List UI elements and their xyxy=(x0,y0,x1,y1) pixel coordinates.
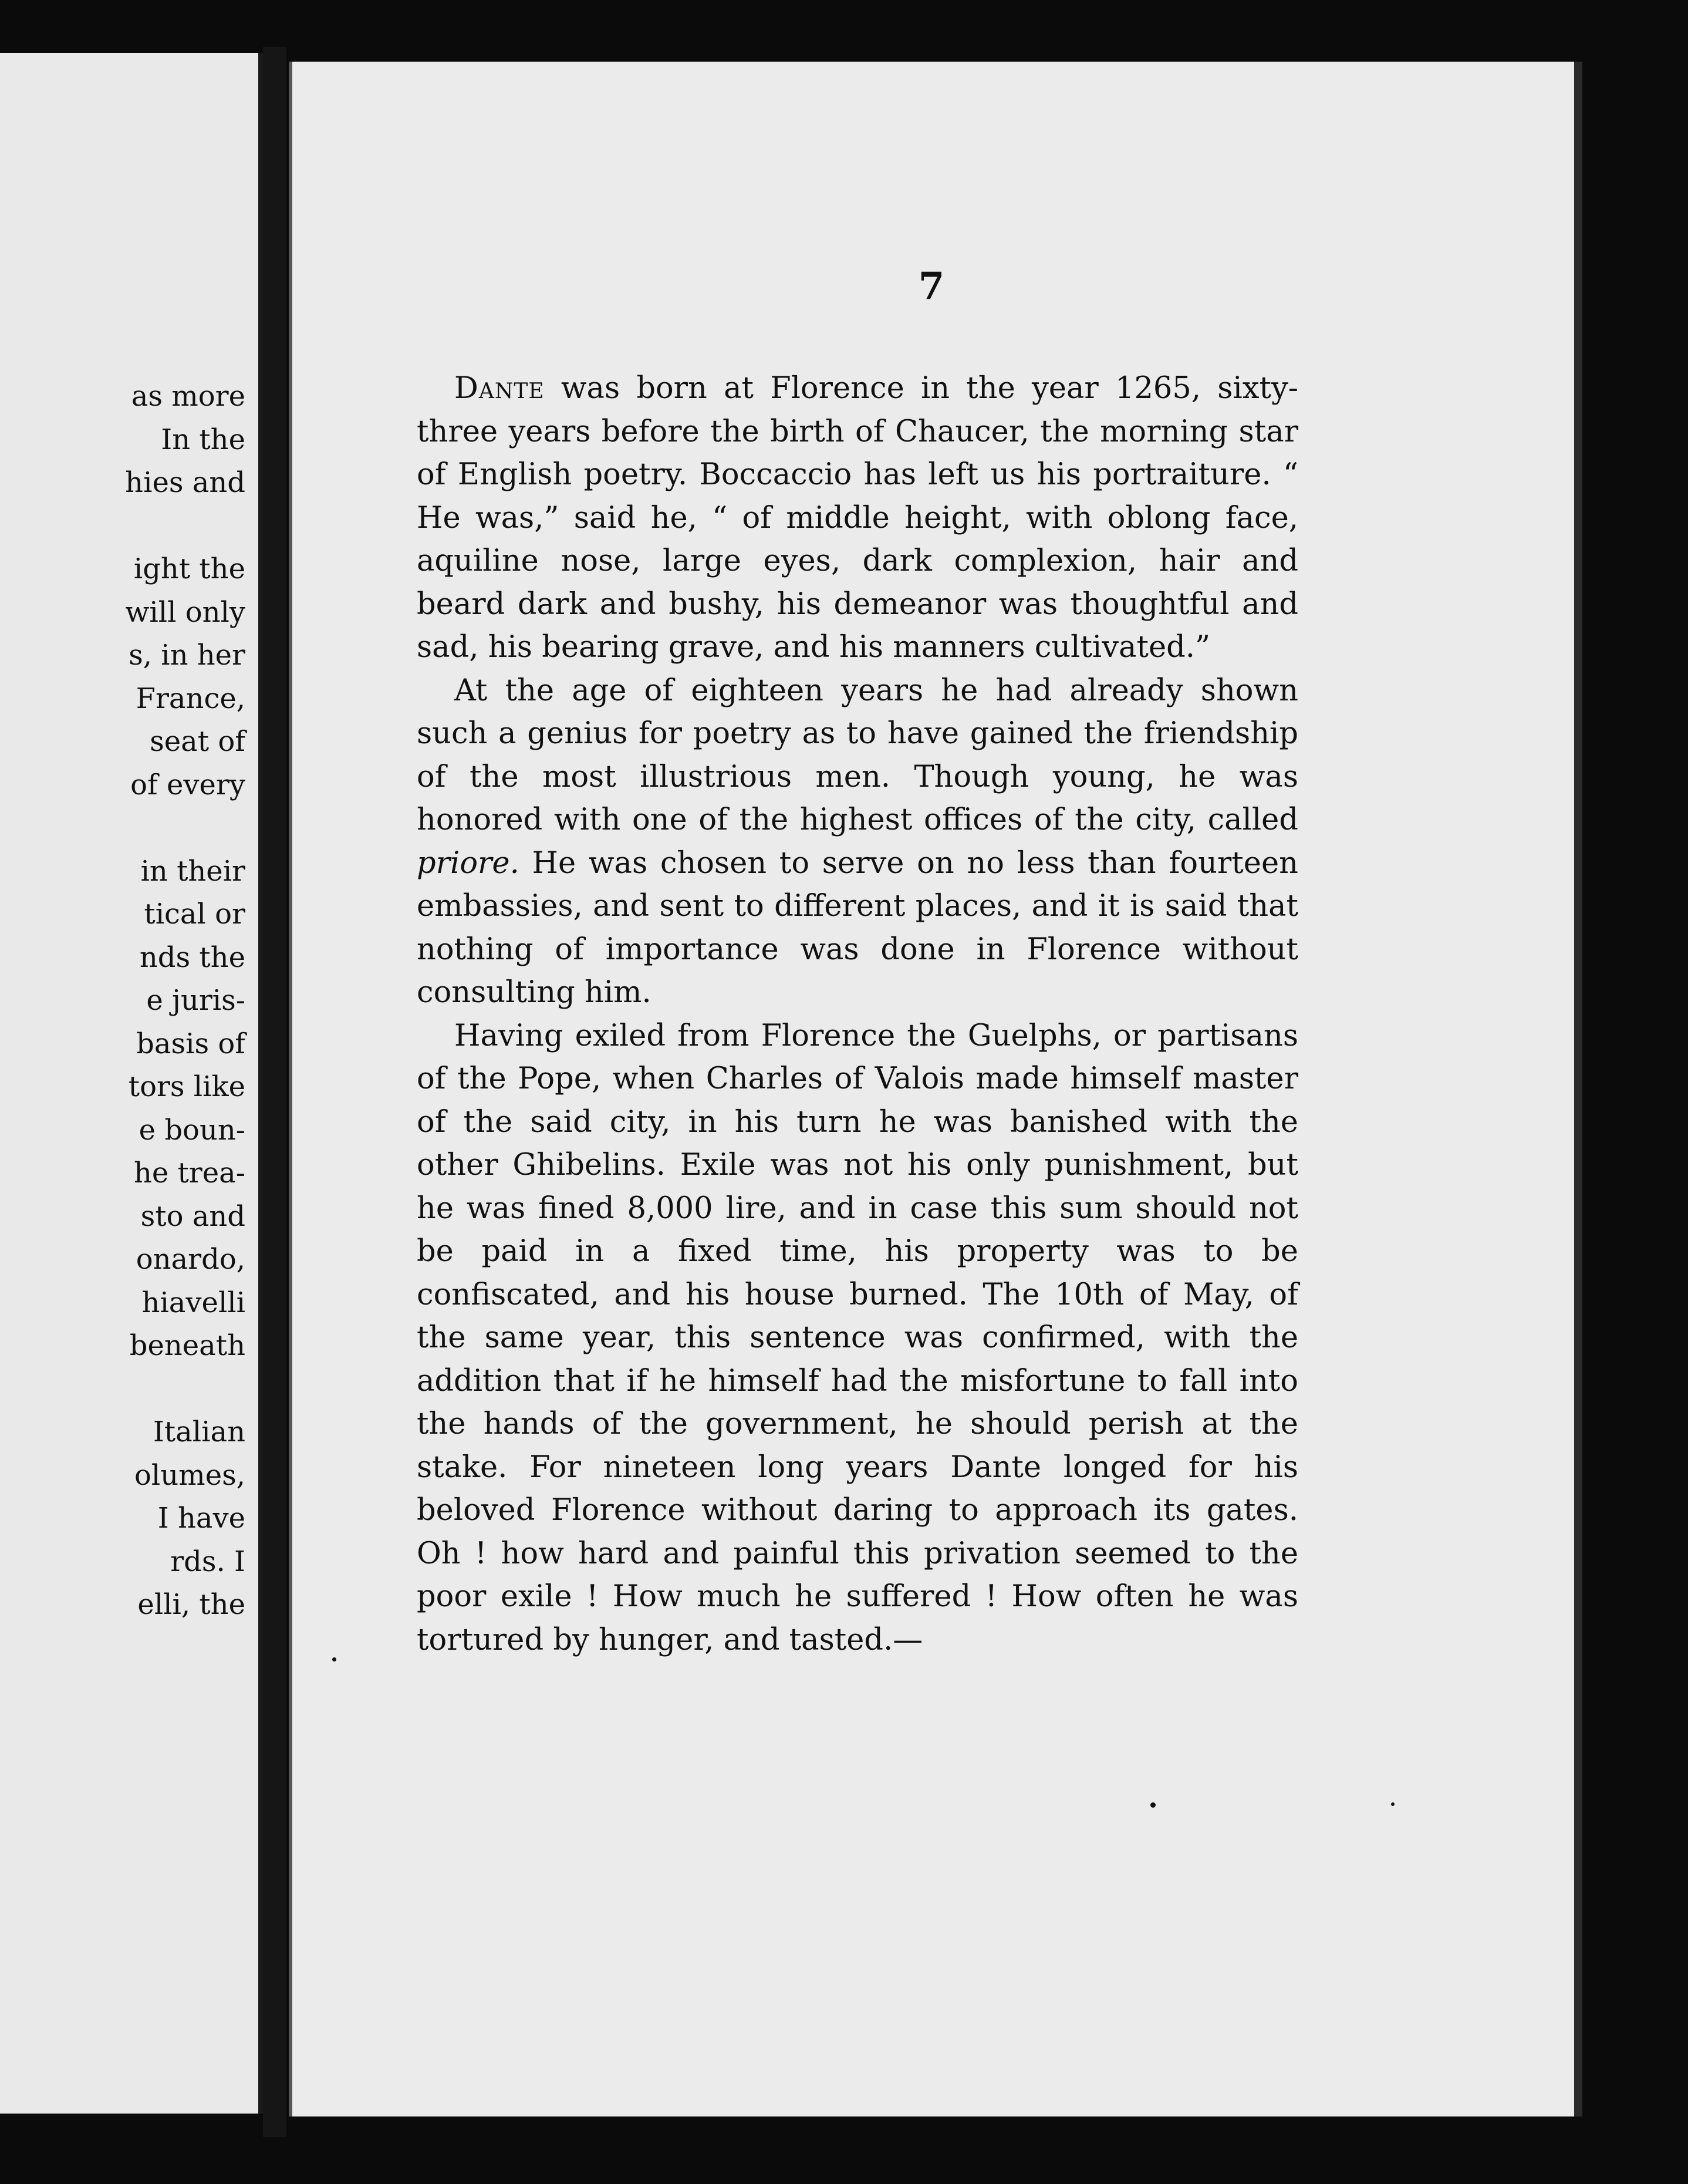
paragraph-1-text: was born at Florence in the year 1265, sixty-three years before the birth of Chaucer, the morning star of English poetry. Boccaccio has left us his portraiture. “ He was,” said he, “ of middle height, with oblong face, aquiline nose, large eyes, dark complexion, hair and beard dark and bushy, his demeanor was thoughtful and sad, his bearing grave, and his manners cultivated.” xyxy=(417,371,1298,665)
left-page-line: beneath xyxy=(129,1329,245,1362)
left-page-line: ight the xyxy=(133,552,245,585)
left-facing-page xyxy=(0,53,263,2114)
left-page-line: hies and xyxy=(125,466,245,499)
left-page-line: Italian xyxy=(153,1415,245,1448)
paragraph-1-lead: Dante xyxy=(454,371,545,406)
left-page-line: nds the xyxy=(139,941,245,974)
print-speck xyxy=(1391,1802,1395,1806)
print-speck xyxy=(1150,1802,1156,1808)
left-page-line: of every xyxy=(130,768,245,801)
left-page-line: hiavelli xyxy=(141,1286,245,1319)
left-page-line: seat of xyxy=(150,725,245,758)
left-page-line: e boun- xyxy=(139,1113,245,1147)
left-page-line: In the xyxy=(161,423,245,456)
paragraph-2-text-after: He was chosen to serve on no less than fourteen embassies, and sent to different places, and it is said that nothing of importance was done in Florence without consulting him. xyxy=(417,845,1298,1010)
left-page-line: in their xyxy=(140,854,245,888)
left-page-line: onardo, xyxy=(136,1243,245,1276)
left-page-line: as more xyxy=(131,380,245,413)
left-page-line: basis of xyxy=(136,1027,245,1060)
print-speck xyxy=(332,1657,336,1661)
paragraph-3-text: Having exiled from Florence the Guelphs, or partisans of the Pope, when Charles of Valois made himself master of the said city, in his turn he was banished with the other Ghibelins. Exile was not his only punishment, but he was fined 8,000 lire, and in case this sum should not be paid in a fixed time, his property was to be confiscated, and his house burned. The 10th of May, of the same year, this sentence was confirmed, with the addition that if he himself had the misfortune to fall into the hands of the government, he should perish at the stake. For nineteen long years Dante longed for his beloved Florence without daring to approach its gates. Oh ! how hard and painful this privation seemed to the poor exile ! How much he suffered ! How often he was tortured by hunger, and tasted.— xyxy=(417,1018,1298,1657)
left-page-line: I have xyxy=(157,1502,245,1535)
paragraph-3 xyxy=(417,1015,1298,1662)
left-page-line: s, in her xyxy=(129,639,245,672)
left-page-line: he trea- xyxy=(133,1157,245,1189)
left-page-line: will only xyxy=(125,595,245,629)
left-page-line: e juris- xyxy=(146,984,245,1017)
left-page-line: olumes, xyxy=(134,1458,245,1492)
left-page-line: sto and xyxy=(140,1199,245,1233)
body-text xyxy=(417,367,1298,1661)
left-page-line: tical or xyxy=(144,898,245,931)
left-page-line: rds. I xyxy=(170,1545,245,1578)
paragraph-2-text-before: At the age of eighteen years he had already shown such a genius for poetry as to have gained the friendship of the most illustrious men. Though young, he was honored with one of the highest offices of the city, called xyxy=(417,673,1298,837)
right-page xyxy=(289,62,1582,2116)
paragraph-2-italic-term: priore. xyxy=(417,845,519,881)
left-page-line: elli, the xyxy=(137,1588,245,1621)
left-page-line: France, xyxy=(136,682,245,715)
paragraph-2 xyxy=(417,669,1298,1015)
book-gutter xyxy=(263,47,286,2137)
left-page-line: tors like xyxy=(128,1070,245,1103)
page-number: 7 xyxy=(918,264,945,308)
paragraph-1 xyxy=(417,367,1298,669)
